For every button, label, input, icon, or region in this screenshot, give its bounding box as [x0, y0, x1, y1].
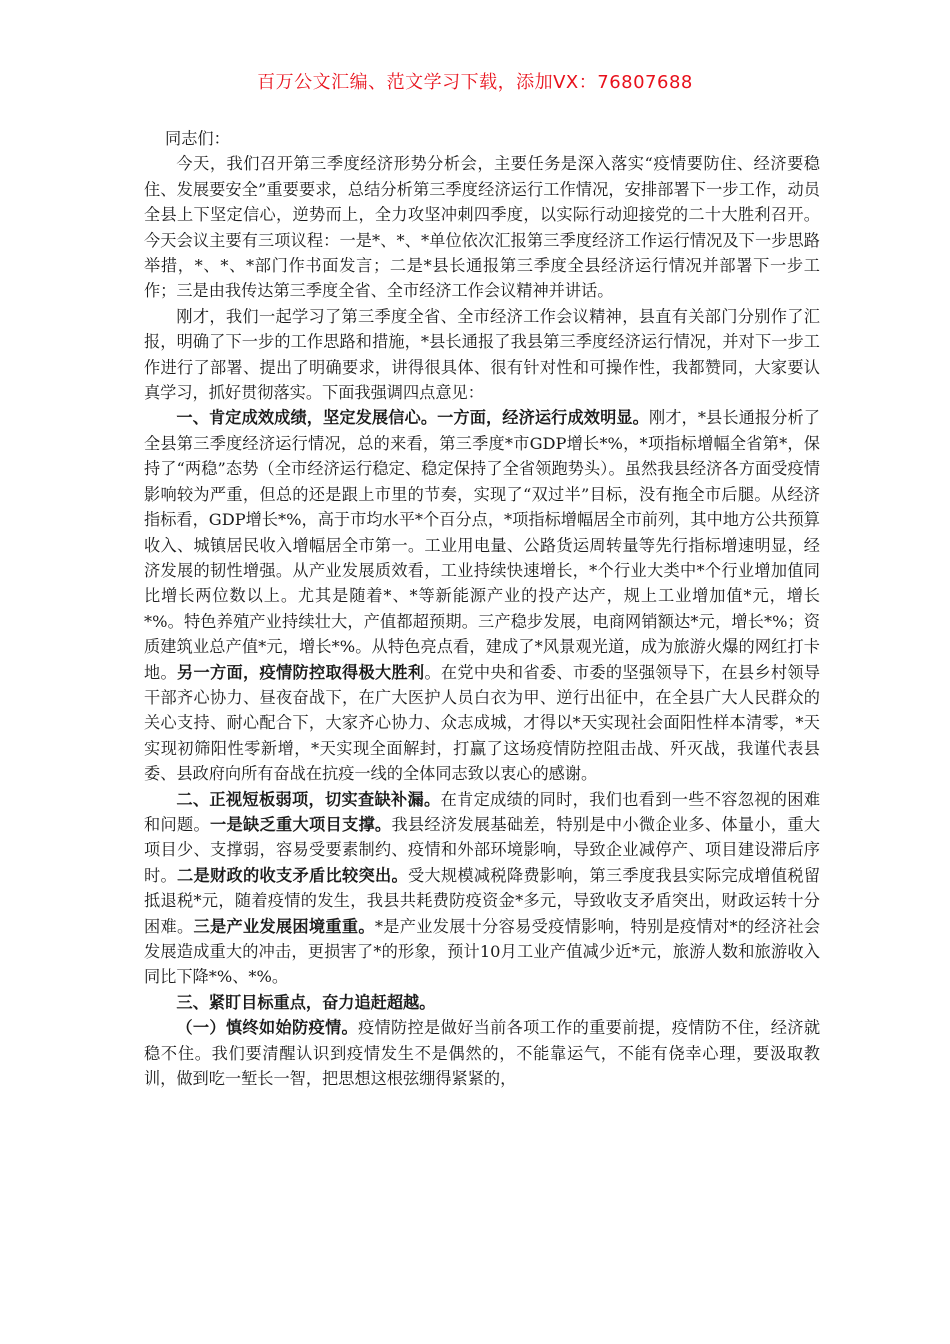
section-2-text-a: 在肯定成绩的同时，我们也看到一些不容忽视的困难和问题。 — [144, 789, 821, 834]
section-1-text-a: 刚才，*县长通报分析了全县第三季度经济运行情况，总的来看，第三季度*市GDP增长*%，*项指标增幅全省第*，保持了“两稳”态势（全市经济运行稳定、稳定保持了全省领跑势头）。虽然我县经济各方面受疫情影响较为严重，但总的还是跟上市里的节奏，实现了“双过半”目标，没有拖全市后腿。从经济指标看，GDP增长*%，高于市均水平*个百分点，*项指标增幅居全市前列，其中地方公共预算收入、城镇居民收入增幅居全市第一。工业用电量、公路货运周转量等先行指标增速明显，经济发展的韧性增强。从产业发展质效看，工业持续快速增长，*个行业大类中*个行业增加值同比增长两位数以上。尤其是随着*、*等新能源产业的投产达产，规上工业增加值*元，增长*%。特色养殖产业持续壮大，产值都超预期。三产稳步发展，电商网销额达*元，增长*%；资质建筑业总产值*元，增长*%。从特色亮点看，建成了*风景观光道，成为旅游火爆的网红打卡地。 — [144, 408, 820, 682]
section-3-heading-line — [144, 990, 820, 1015]
section-2-point-1: 一是缺乏重大项目支撑。 — [209, 814, 392, 834]
section-1-heading: 一、肯定成效成绩，坚定发展信心。一方面，经济运行成效明显。 — [176, 408, 649, 428]
section-1 — [144, 405, 820, 786]
paragraph-review: 刚才，我们一起学习了第三季度全省、全市经济工作会议精神，县直有关部门分别作了汇报，明确了下一步的工作思路和措施，*县长通报了我县第三季度经济运行情况，并对下一步工作进行了部署、提出了明确要求，讲得很具体、很有针对性和可操作性，我都赞同，大家要认真学习，抓好贯彻落实。下面我强调四点意见： — [144, 306, 820, 403]
paragraph-intro: 今天，我们召开第三季度经济形势分析会，主要任务是深入落实“疫情要防住、经济要稳住、发展要安全”重要要求，总结分析第三季度经济运行工作情况，安排部署下一步工作，动员全县上下坚定信心，逆势而上，全力攻坚冲刺四季度，以实际行动迎接党的二十大胜利召开。今天会议主要有三项议程：一是*、*、*单位依次汇报第三季度经济工作运行情况及下一步思路举措，*、*、*部门作书面发言；二是*县长通报第三季度全县经济运行情况并部署下一步工作；三是由我传达第三季度全省、全市经济工作会议精神并讲话。 — [144, 154, 820, 301]
section-3-sub-1-text: 疫情防控是做好当前各项工作的重要前提，疫情防不住，经济就稳不住。我们要清醒认识到疫情发生不是偶然的，不能靠运气，不能有侥幸心理，要汲取教训，做到吃一堑长一智，把思想这根弦绷得紧紧的， — [144, 1018, 821, 1089]
section-3-sub-1 — [144, 1015, 820, 1091]
section-2-text-b: 我县经济发展基础差，特别是中小微企业多、体量小，重大项目少、支撑弱，容易受要素制约、疫情和外部环境影响，导致企业减停产、项目建设滞后序时。 — [144, 814, 821, 885]
salutation: 同志们： — [165, 129, 230, 148]
document-body — [144, 126, 820, 1091]
section-2-heading: 二、正视短板弱项，切实查缺补漏。 — [176, 789, 441, 809]
section-2 — [144, 787, 820, 990]
section-2-text-c: 受大规模减税降费影响，第三季度我县实际完成增值税留抵退税*元，随着疫情的发生，我县共耗费防疫资金*多元，导致收支矛盾突出，财政运转十分困难。 — [144, 865, 821, 936]
section-2-point-3: 三是产业发展困境重重。 — [193, 916, 375, 936]
section-2-point-2: 二是财政的收支矛盾比较突出。 — [177, 865, 408, 885]
section-3-sub-1-heading: （一）慎终如始防疫情。 — [176, 1018, 359, 1038]
section-1-heading-b: 另一方面，疫情防控取得极大胜利 — [177, 662, 425, 682]
section-2-text-d: *是产业发展十分容易受疫情影响，特别是疫情对*的经济社会发展造成重大的冲击，更损害了*的形象，预计10月工业产值减少近*元，旅游人数和旅游收入同比下降*%、*%。 — [144, 916, 821, 987]
section-3-heading: 三、紧盯目标重点，奋力追赶超越。 — [176, 992, 436, 1012]
watermark-banner: 百万公文汇编、范文学习下载，添加VX：76807688 — [257, 72, 693, 93]
section-1-text-b: 。在党中央和省委、市委的坚强领导下，在县乡村领导干部齐心协力、昼夜奋战下，在广大医护人员白衣为甲、逆行出征中，在全县广大人民群众的关心支持、耐心配合下，大家齐心协力、众志成城，才得以*天实现社会面阳性样本清零，*天实现初筛阳性零新增，*天实现全面解封，打赢了这场疫情防控阻击战、歼灭战，我谨代表县委、县政府向所有奋战在抗疫一线的全体同志致以衷心的感谢。 — [144, 662, 821, 784]
